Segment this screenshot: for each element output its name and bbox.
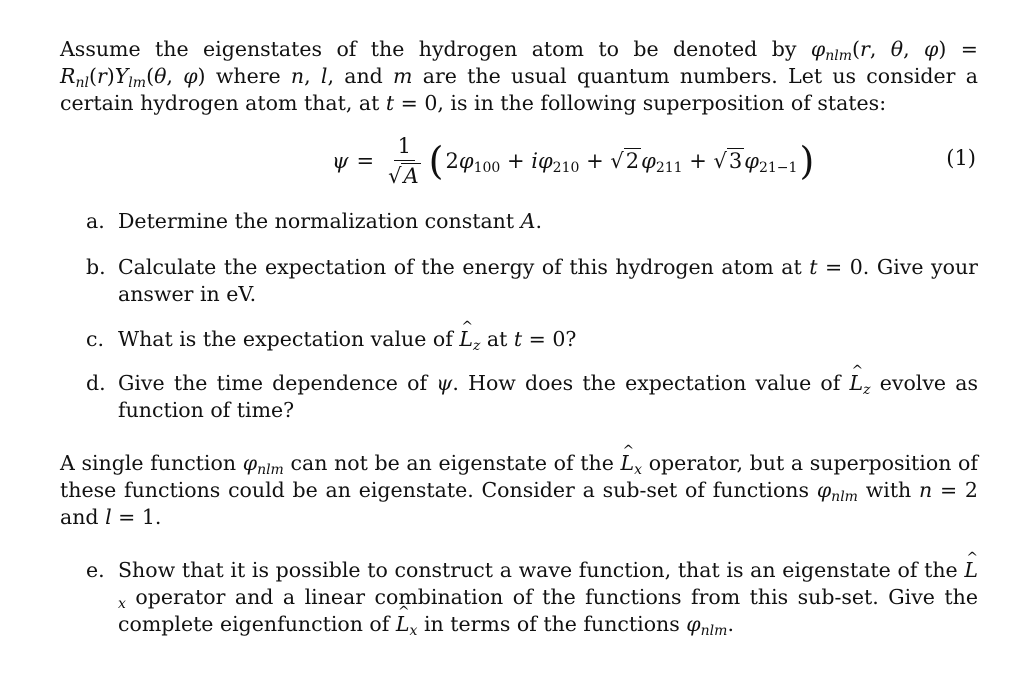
question-a-text: Determine the normalization constant — [118, 209, 515, 233]
question-e-text-2: operator and a linear combination of the functions from this sub-set. Give the complete eigenfunction of — [118, 585, 978, 636]
question-d-text-3: evolve as function of time? — [118, 371, 978, 422]
normalization-fraction — [388, 134, 421, 189]
question-e-letter: e. — [86, 558, 105, 582]
question-b-text-2: Give your answer in eV. — [118, 255, 978, 306]
intro-line-2: where — [215, 64, 281, 88]
question-b-letter: b. — [86, 255, 106, 279]
question-c: c. What is the expectation value of ^ $L_z$ at t = 0? — [86, 326, 978, 353]
question-e-text-1: Show that it is possible to construct a wave function, that is an eigenstate of the — [118, 558, 958, 582]
middle-text-4: with — [865, 478, 912, 502]
middle-paragraph: A single function $\varphi_{nlm}$ can not be an eigenstate of the ^ $L_x$ operator, but a superposition of these functions could be an eigenstate. Consider a sub-set of functions $\varphi_{nlm}$ with n = 2 and l = 1. — [60, 450, 978, 531]
question-c-text-2: at — [486, 327, 508, 351]
intro-line-1: Assume the eigenstates of the hydrogen atom to be denoted by — [60, 37, 797, 61]
equation-number: (1) — [946, 146, 976, 170]
superposition-terms: $2\varphi_{100} + i\varphi_{210} + √2\varphi_{211} + √3\varphi_{21-1}$ — [445, 149, 798, 176]
question-b: b. Calculate the expectation of the energy of this hydrogen atom at t = 0. Give your answer in eV. — [86, 255, 978, 306]
question-a-letter: a. — [86, 209, 105, 233]
question-d: d. Give the time dependence of ψ. How does the expectation value of ^ $L_z$ evolve as function of time? — [86, 370, 978, 424]
superposition-equation — [332, 128, 816, 194]
question-d-text-2: How does the expectation value of — [468, 371, 841, 395]
intro-line-3b: is in the following superposition of states: — [450, 91, 887, 115]
question-a: a. Determine the normalization constant A. — [86, 209, 542, 233]
question-c-text-1: What is the expectation value of — [118, 327, 453, 351]
equals-sign: = — [356, 149, 375, 173]
middle-text-2: can not be an eigenstate of the — [290, 451, 614, 475]
middle-text-3: operator, but a superposition of these functions could be an eigenstate. Consider a sub-set of functions — [60, 451, 978, 502]
question-e: e. Show that it is possible to construct a wave function, that is an eigenstate of the ^ $L_x$ operator and a linear combination of the functions from this sub-set. Give the complete eigenfunction of ^ $L_x$ in terms of the functions $\varphi_{nlm}$. — [86, 557, 978, 638]
fraction-denominator: √A — [388, 163, 419, 188]
question-b-text-1: Calculate the expectation of the energy of this hydrogen atom at — [118, 255, 802, 279]
left-paren: ( — [428, 139, 444, 183]
question-d-text-1: Give the time dependence of — [118, 371, 428, 395]
middle-text-1: A single function — [60, 451, 237, 475]
intro-paragraph: Assume the eigenstates of the hydrogen atom to be denoted by $\varphi_{nlm}(r$, θ, $\varphi) = R_{nl}(r)Y_{lm}(\theta$, φ) where n, l, and m are the usual quantum numbers. Let us consider a certain hydrogen atom that, at t = 0, is in the following superposition of states: — [60, 37, 978, 115]
psi-symbol: ψ — [332, 149, 349, 173]
middle-text-5: and — [60, 505, 99, 529]
fraction-numerator: 1 — [394, 134, 415, 161]
question-c-letter: c. — [86, 327, 104, 351]
question-e-text-3: in terms of the functions — [423, 612, 680, 636]
question-d-letter: d. — [86, 371, 106, 395]
equation-row — [60, 128, 978, 194]
intro-line-3: that, at — [303, 91, 380, 115]
right-paren: ) — [799, 139, 815, 183]
